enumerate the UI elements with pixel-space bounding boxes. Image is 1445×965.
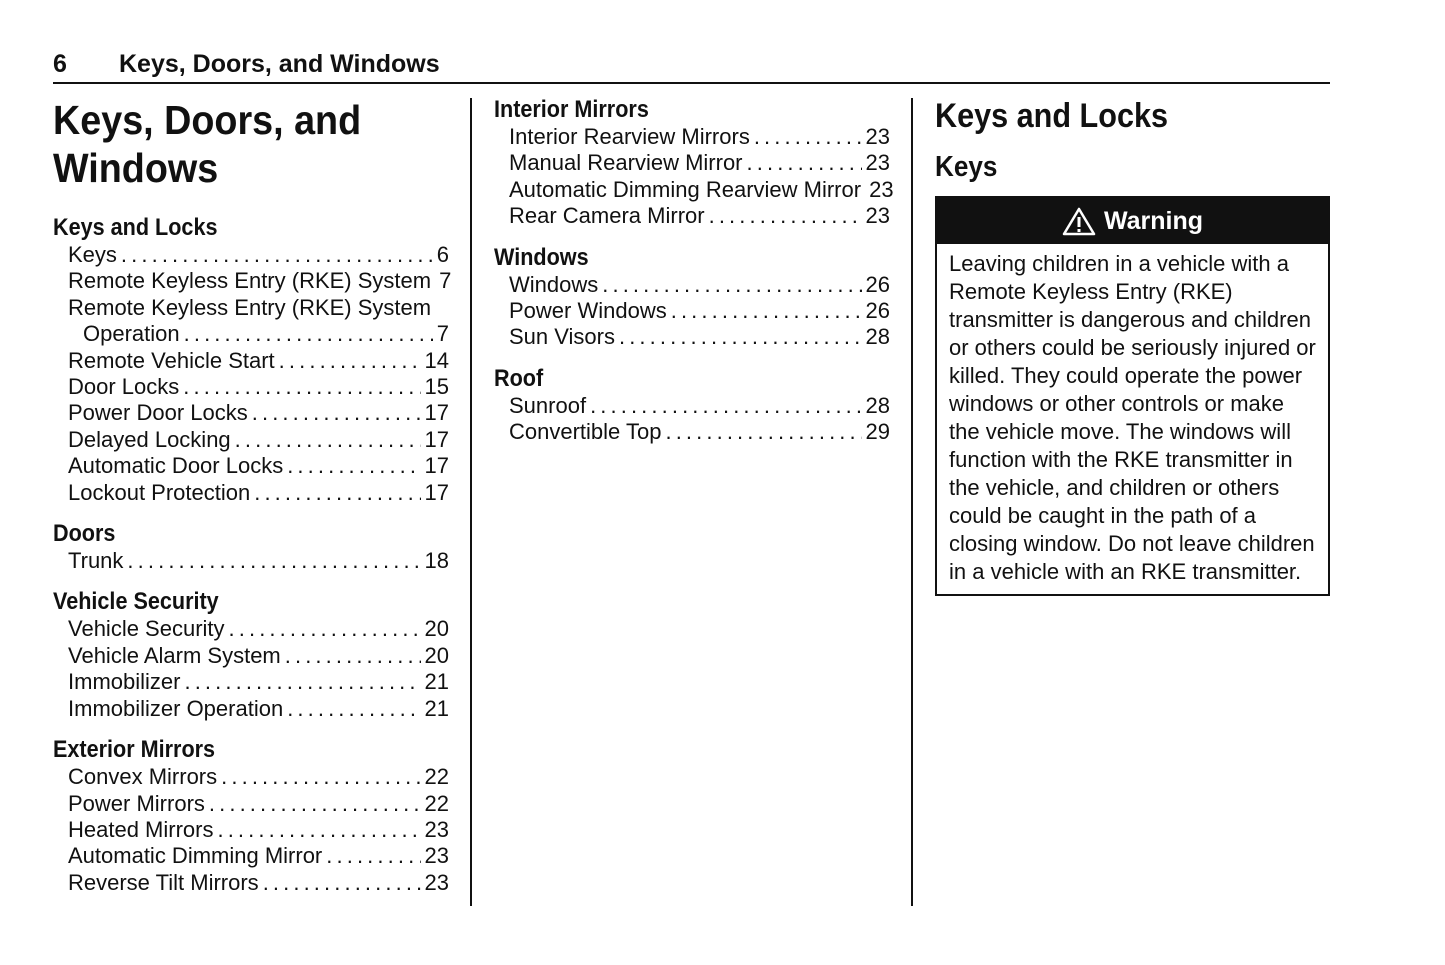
toc-entry[interactable] bbox=[494, 298, 890, 324]
toc-entry-label: Power Door Locks bbox=[68, 400, 248, 426]
toc-entry-label: Remote Keyless Entry (RKE) System bbox=[68, 294, 432, 320]
leader-dots bbox=[665, 419, 861, 445]
toc-list bbox=[494, 96, 894, 446]
toc-entry[interactable] bbox=[53, 400, 449, 426]
toc-entry[interactable] bbox=[53, 348, 449, 374]
toc-entry-page: 20 bbox=[424, 616, 449, 642]
leader-dots bbox=[590, 393, 861, 419]
toc-entry-label: Trunk bbox=[68, 548, 124, 574]
toc-section-heading: Doors bbox=[53, 520, 116, 548]
toc-entry-page: 7 bbox=[436, 321, 449, 347]
toc-entry-page: 17 bbox=[424, 426, 449, 452]
toc-list bbox=[53, 214, 452, 896]
toc-entry-label-cont: Operation bbox=[83, 321, 180, 347]
toc-entry-label: Reverse Tilt Mirrors bbox=[68, 869, 259, 895]
leader-dots bbox=[326, 843, 420, 869]
toc-entry-page: 15 bbox=[424, 374, 449, 400]
toc-section bbox=[53, 214, 452, 506]
toc-entry-label: Vehicle Security bbox=[68, 616, 225, 642]
toc-section-heading: Keys and Locks bbox=[53, 214, 218, 241]
toc-entry-label: Immobilizer Operation bbox=[68, 695, 284, 721]
leader-dots bbox=[619, 324, 862, 350]
toc-column-2 bbox=[494, 96, 894, 460]
toc-entry-page: 17 bbox=[424, 453, 449, 479]
toc-entry-label: Sun Visors bbox=[509, 324, 615, 350]
toc-entry-label: Automatic Dimming Rearview Mirror bbox=[509, 176, 862, 202]
toc-entry-page: 6 bbox=[436, 242, 449, 267]
toc-entry-label: Automatic Door Locks bbox=[68, 453, 284, 479]
toc-entry-page: 28 bbox=[865, 392, 890, 418]
toc-section bbox=[494, 244, 890, 351]
toc-entry-label: Power Mirrors bbox=[68, 790, 205, 816]
leader-dots bbox=[217, 817, 420, 843]
toc-entry-label: Interior Rearview Mirrors bbox=[509, 124, 750, 149]
toc-section-heading: Roof bbox=[494, 364, 544, 392]
leader-dots bbox=[254, 480, 420, 506]
toc-entry-page: 23 bbox=[869, 176, 894, 202]
toc-section-heading: Vehicle Security bbox=[53, 588, 219, 616]
warning-triangle-icon bbox=[1062, 206, 1096, 236]
toc-entry-label: Keys bbox=[68, 242, 117, 267]
toc-entry-label: Remote Keyless Entry (RKE) System bbox=[68, 268, 432, 294]
subsection-title: Keys bbox=[935, 151, 998, 183]
toc-entry-label: Remote Vehicle Start bbox=[68, 347, 275, 373]
leader-dots bbox=[602, 272, 861, 298]
toc-entry-page: 23 bbox=[424, 843, 449, 869]
leader-dots bbox=[263, 870, 421, 896]
toc-entry[interactable] bbox=[53, 643, 449, 669]
toc-entry[interactable] bbox=[53, 870, 449, 896]
toc-entry[interactable] bbox=[53, 548, 449, 574]
leader-dots bbox=[287, 453, 420, 479]
toc-entry[interactable] bbox=[53, 817, 449, 843]
toc-entry-page: 28 bbox=[865, 324, 890, 350]
toc-entry-page: 23 bbox=[424, 816, 449, 842]
toc-entry-label: Rear Camera Mirror bbox=[509, 203, 705, 229]
toc-entry[interactable] bbox=[53, 427, 449, 453]
leader-dots bbox=[671, 298, 862, 324]
column-divider bbox=[911, 98, 913, 906]
toc-column-1 bbox=[53, 96, 452, 910]
toc-entry[interactable] bbox=[53, 669, 449, 695]
toc-entry-page: 22 bbox=[424, 790, 449, 816]
toc-entry-page: 17 bbox=[424, 479, 449, 505]
leader-dots bbox=[235, 427, 421, 453]
leader-dots bbox=[252, 400, 421, 426]
content-column bbox=[935, 96, 1330, 596]
column-divider bbox=[470, 98, 472, 906]
toc-entry[interactable] bbox=[494, 176, 894, 203]
toc-entry[interactable] bbox=[53, 791, 449, 817]
toc-entry[interactable] bbox=[53, 616, 449, 642]
warning-label: Warning bbox=[1103, 206, 1204, 235]
toc-entry-page: 23 bbox=[865, 150, 890, 176]
page-header bbox=[53, 48, 1330, 84]
leader-dots bbox=[221, 764, 420, 790]
toc-entry-page: 21 bbox=[424, 695, 449, 721]
leader-dots bbox=[183, 374, 420, 400]
toc-entry-label: Convertible Top bbox=[509, 419, 662, 445]
chapter-title: Keys, Doors, and Windows bbox=[53, 97, 362, 191]
toc-entry[interactable] bbox=[53, 480, 449, 506]
toc-entry-page: 18 bbox=[424, 548, 449, 574]
toc-entry-label: Heated Mirrors bbox=[68, 816, 214, 842]
toc-entry-label: Automatic Dimming Mirror bbox=[68, 843, 323, 869]
warning-text: Leaving children in a vehicle with a Remote Keyless Entry (RKE) transmitter is dangerous and children or others could be seriously injured or killed. They could operate the power windows or other controls or make the vehicle move. The windows will function with the RKE transmitter in the vehicle, and children or others could be caught in the path of a closing window. Do not leave children in a vehicle with an RKE transmitter. bbox=[949, 251, 1316, 584]
toc-entry-page: 7 bbox=[439, 268, 452, 294]
leader-dots bbox=[184, 669, 420, 695]
leader-dots bbox=[184, 321, 433, 347]
page-number: 6 bbox=[53, 50, 67, 78]
toc-entry-page: 14 bbox=[424, 347, 449, 373]
toc-entry[interactable] bbox=[494, 324, 890, 350]
toc-entry[interactable] bbox=[494, 419, 890, 445]
toc-entry-label: Immobilizer bbox=[68, 669, 181, 695]
leader-dots bbox=[209, 791, 421, 817]
toc-entry[interactable] bbox=[53, 696, 449, 722]
warning-header bbox=[937, 198, 1328, 244]
toc-entry[interactable] bbox=[53, 453, 449, 479]
leader-dots bbox=[285, 643, 421, 669]
toc-section bbox=[494, 365, 890, 446]
toc-entry[interactable] bbox=[53, 843, 449, 869]
toc-entry-page: 26 bbox=[865, 298, 890, 324]
leader-dots bbox=[287, 696, 420, 722]
toc-entry-label: Delayed Locking bbox=[68, 426, 231, 452]
leader-dots bbox=[709, 203, 862, 229]
toc-entry-page: 23 bbox=[865, 124, 890, 149]
toc-entry-page: 26 bbox=[865, 271, 890, 297]
toc-entry[interactable] bbox=[53, 268, 452, 294]
toc-entry[interactable] bbox=[53, 295, 449, 348]
leader-dots bbox=[127, 548, 420, 574]
toc-section-heading: Interior Mirrors bbox=[494, 96, 649, 123]
toc-entry-page: 20 bbox=[424, 642, 449, 668]
toc-section bbox=[53, 520, 449, 574]
leader-dots bbox=[754, 124, 862, 150]
leader-dots bbox=[747, 150, 862, 176]
toc-entry[interactable] bbox=[53, 374, 449, 400]
warning-box bbox=[935, 196, 1330, 596]
toc-entry-page: 29 bbox=[865, 419, 890, 445]
section-title: Keys and Locks bbox=[935, 97, 1169, 135]
toc-entry-label: Convex Mirrors bbox=[68, 764, 218, 790]
leader-dots bbox=[279, 348, 421, 374]
toc-entry-page: 23 bbox=[865, 203, 890, 229]
toc-section bbox=[53, 736, 449, 896]
toc-entry-page: 21 bbox=[424, 669, 449, 695]
running-title: Keys, Doors, and Windows bbox=[119, 50, 440, 78]
leader-dots bbox=[121, 242, 433, 268]
toc-entry-label: Lockout Protection bbox=[68, 479, 251, 505]
toc-entry-label: Manual Rearview Mirror bbox=[509, 150, 743, 176]
toc-entry[interactable] bbox=[494, 124, 890, 150]
toc-entry-label: Door Locks bbox=[68, 374, 180, 400]
toc-entry-page: 22 bbox=[424, 764, 449, 790]
toc-section bbox=[494, 96, 894, 230]
toc-entry[interactable] bbox=[53, 242, 449, 268]
toc-entry[interactable] bbox=[494, 272, 890, 298]
toc-entry-label: Power Windows bbox=[509, 298, 667, 324]
toc-entry-label: Sunroof bbox=[509, 392, 587, 418]
toc-entry-label: Windows bbox=[509, 271, 599, 297]
leader-dots bbox=[229, 616, 421, 642]
toc-section-heading: Exterior Mirrors bbox=[53, 736, 216, 764]
toc-entry[interactable] bbox=[53, 764, 449, 790]
toc-entry[interactable] bbox=[494, 150, 890, 176]
toc-section bbox=[53, 588, 449, 722]
toc-entry-label: Vehicle Alarm System bbox=[68, 642, 281, 668]
toc-entry[interactable] bbox=[494, 203, 890, 229]
toc-entry[interactable] bbox=[494, 393, 890, 419]
toc-section-heading: Windows bbox=[494, 243, 589, 271]
toc-entry-page: 17 bbox=[424, 400, 449, 426]
toc-entry-page: 23 bbox=[424, 869, 449, 895]
